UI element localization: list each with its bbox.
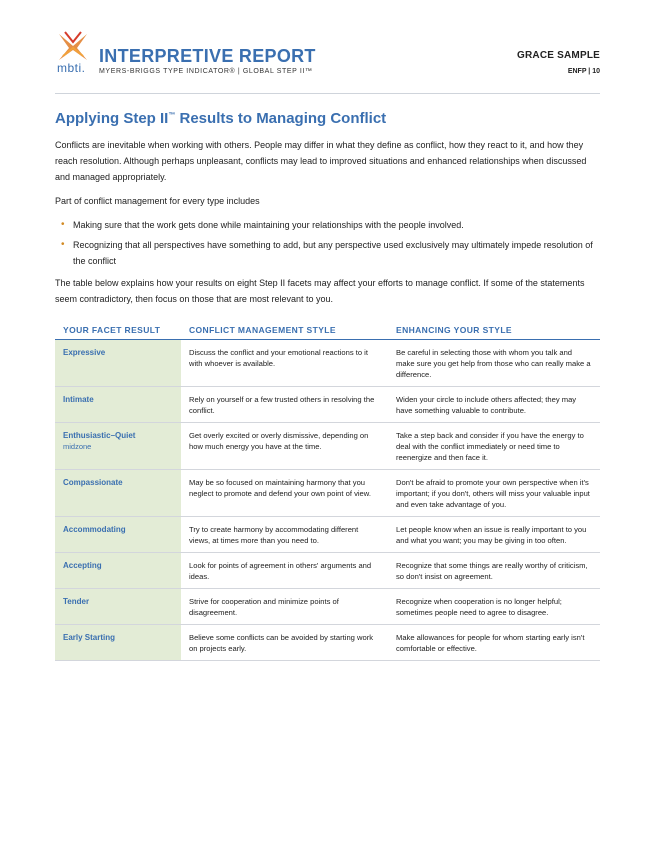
enhance-cell: Let people know when an issue is really important to you and what you want; you may be giving in too often. [388,517,600,553]
column-header-enhance: ENHANCING YOUR STYLE [388,319,600,340]
table-row [55,589,600,625]
facet-cell [55,470,181,517]
client-name: GRACE SAMPLE [517,50,600,61]
logo-text: mbti. [57,61,86,75]
page-title: Applying Step II™ Results to Managing Conflict [55,110,387,127]
enhance-cell: Recognize when cooperation is no longer helpful; sometimes people need to agree to disagree. [388,589,600,625]
facet-cell [55,340,181,387]
header-divider [55,93,600,94]
enhance-cell: Recognize that some things are really worthy of criticism, so don't insist on agreement. [388,553,600,589]
report-header [55,30,600,82]
table-row [55,470,600,517]
facet-cell [55,553,181,589]
type-page-info: ENFP | 10 [567,68,600,75]
style-cell: Try to create harmony by accommodating different views, at times more than you need to. [181,517,388,553]
style-cell: Get overly excited or overly dismissive, depending on how much energy you have at the time. [181,423,388,470]
facet-name: Enthusiastic–Quiet [63,431,136,440]
facet-zone: midzone [63,442,92,451]
facet-name: Compassionate [63,478,123,487]
facet-name: Intimate [63,395,94,404]
facet-name: Accepting [63,561,102,570]
column-header-style: CONFLICT MANAGEMENT STYLE [181,319,388,340]
table-intro: The table below explains how your results on eight Step II facets may affect your efforts to manage conflict. If some of the statements seem contradictory, then focus on those that are most relevant to you. [55,278,585,304]
enhance-cell: Take a step back and consider if you have the energy to deal with the conflict immediately or need time to reenergize and then face it. [388,423,600,470]
table-row [55,423,600,470]
table-row [55,553,600,589]
part-intro: Part of conflict management for every type includes [55,196,260,206]
facet-cell [55,387,181,423]
table-row [55,517,600,553]
facet-cell [55,625,181,661]
style-cell: Discuss the conflict and your emotional reactions to it with whoever is available. [181,340,388,387]
enhance-cell: Don't be afraid to promote your own perspective when it's important; if you don't, others will miss your valuable input and even take advantage of you. [388,470,600,517]
facet-cell [55,589,181,625]
conflict-table [55,319,600,661]
report-title: INTERPRETIVE REPORT [99,46,316,66]
bullet-icon: • [61,239,65,250]
enhance-cell: Widen your circle to include others affected; they may have something valuable to contribute. [388,387,600,423]
bullet-list [55,217,600,269]
table-row [55,387,600,423]
facet-name: Expressive [63,348,106,357]
style-cell: May be so focused on maintaining harmony that you neglect to promote and defend your own point of view. [181,470,388,517]
bullet-icon: • [61,219,65,230]
enhance-cell: Make allowances for people for whom starting early isn't comfortable or effective. [388,625,600,661]
intro-paragraph: Conflicts are inevitable when working with others. People may differ in what they define as conflict, how they react to it, and how they reach resolution. Although perhaps unpleasant, conflicts may lead to improved situations and enhanced relationships when discussed and managed appropriately. [55,140,587,182]
main-content [55,110,600,661]
report-subtitle: MYERS-BRIGGS TYPE INDICATOR® | GLOBAL STEP II™ [99,68,313,75]
facet-cell [55,423,181,470]
facet-name: Early Starting [63,633,116,642]
style-cell: Believe some conflicts can be avoided by starting work on projects early. [181,625,388,661]
table-header-row [55,319,600,340]
style-cell: Strive for cooperation and minimize points of disagreement. [181,589,388,625]
table-row [55,625,600,661]
facet-cell [55,517,181,553]
list-item: • Making sure that the work gets done while maintaining your relationships with the people involved. [73,217,600,233]
facet-name: Accommodating [63,525,126,534]
list-item: • Recognizing that all perspectives have something to add, but any perspective used exclusively may ultimately impede resolution of the conflict [61,239,593,266]
table-row [55,340,600,387]
facet-name: Tender [63,597,90,606]
enhance-cell: Be careful in selecting those with whom you talk and make sure you get help from those who can really make a difference. [388,340,600,387]
style-cell: Look for points of agreement in others' arguments and ideas. [181,553,388,589]
column-header-facet: YOUR FACET RESULT [55,319,181,340]
style-cell: Rely on yourself or a few trusted others in resolving the conflict. [181,387,388,423]
